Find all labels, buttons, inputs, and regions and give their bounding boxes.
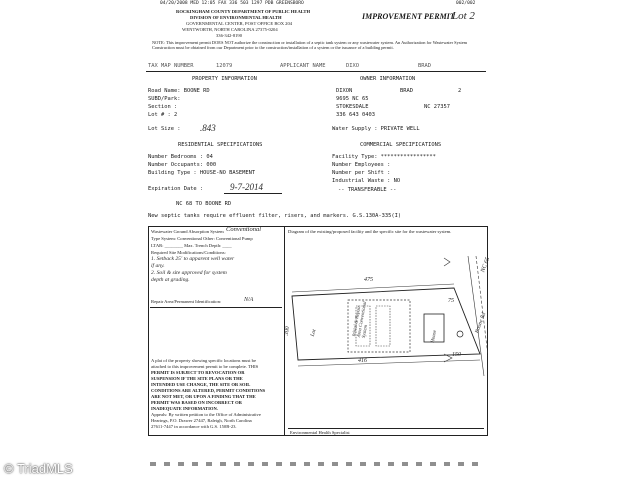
left-line-6: 2. Soil & site approved for system — [151, 270, 227, 276]
repair-area — [376, 306, 390, 346]
left-line-4: 1. Setback 25' to apparent well water — [151, 256, 235, 262]
bedrooms: Number Bedrooms : 04 — [148, 154, 213, 160]
system-area-label: Initial & Repair Area Conventional System — [352, 301, 370, 339]
expiration-label: Expiration Date : — [148, 186, 204, 192]
owner-city: STOKESDALE — [336, 104, 369, 110]
footer-line-6: CONDITIONS ARE ALTERED, PERMIT CONDITIONS — [151, 388, 266, 393]
boone-rd-label: Boone Rd — [474, 311, 488, 335]
watermark — [4, 461, 73, 476]
tax-map-label: TAX MAP NUMBER — [148, 63, 194, 69]
permit-title: IMPROVEMENT PERMIT — [362, 12, 455, 21]
lot-area-label: Lot — [309, 328, 318, 338]
footer-line-11: Hearings, P.O. Drawer 27447, Raleigh, North Carolina — [151, 418, 252, 423]
right-dimension-label: 75 — [448, 298, 454, 304]
commercial-heading: COMMERCIAL SPECIFICATIONS — [360, 142, 442, 148]
water-supply: Water Supply : PRIVATE WELL — [332, 126, 420, 132]
repair-area-value: N/A — [244, 297, 254, 303]
property-heading: PROPERTY INFORMATION — [192, 76, 257, 82]
copyright-icon: © — [4, 461, 17, 476]
footer-line-12: 27611-7447 in accordance with G.S. 150B-23. — [151, 424, 237, 429]
bottom-dimension-label: 416 — [358, 358, 367, 364]
road-nc65-label: NC 65 — [480, 256, 492, 274]
footer-line-7: ARE NOT MET, OR UPON A FINDING THAT THE — [151, 394, 256, 399]
system-label: Wastewater Ground Absorption System — [151, 229, 224, 234]
well-marker — [457, 331, 463, 337]
subdivision: SUBD/Park: — [148, 96, 181, 102]
footer-line-5: INTENDED USE CHANGE, THE SITE OR SOIL — [151, 382, 251, 387]
header-divider — [146, 71, 486, 72]
footer-line-1: A plat of the property showing specific locations must be — [151, 358, 256, 363]
fax-page-number: 002/002 — [456, 1, 476, 6]
facility-type: Facility Type: ***************** — [332, 154, 436, 160]
applicant-label: APPLICANT NAME — [280, 63, 326, 69]
owner-heading: OWNER INFORMATION — [360, 76, 416, 82]
road-name: Road Name: BOONE RD — [148, 88, 210, 94]
occupants: Number Occupants: 000 — [148, 162, 217, 168]
owner-code: 2 — [458, 88, 462, 94]
expiration-value: 9-7-2014 — [230, 182, 263, 192]
agency-line-2: DIVISION OF ENVIRONMENTAL HEALTH — [190, 15, 282, 20]
agency-line-5: 336-342-8190 — [216, 33, 243, 38]
permit-note: NOTE: This improvement permit DOES NOT authorize the construction or installation of a septic tank system or any wastewater system. An Authorization for Wastewater System Construction must be obtained from our Department prior to the construction/installation of a system or the issuance of a building permit. — [152, 40, 468, 51]
owner-first-name: BRAD — [400, 88, 413, 94]
lot-size-value: .843 — [200, 123, 216, 133]
top-dimension-label: 475 — [364, 277, 373, 283]
footer-line-8: PERMIT WAS BASED ON INCORRECT OR — [151, 400, 242, 405]
watermark-text: TriadMLS — [16, 461, 73, 476]
agency-line-1: ROCKINGHAM COUNTY DEPARTMENT OF PUBLIC HEALTH — [176, 9, 311, 14]
bottom-right-dimension-label: 150 — [452, 352, 461, 358]
footer-line-10: Appeals: By written petition to the Office of Administrative — [151, 412, 261, 417]
owner-phone: 336 643 0403 — [336, 112, 375, 118]
house-label: House — [430, 329, 438, 344]
fax-header: 04/20/2008 MED 12:05 FAX 336 503 1297 PDB GREENSBORO — [160, 1, 304, 6]
footer-line-4: SUSPENSION IF THE SITE PLANS OR THE — [151, 376, 243, 381]
lot-number: Lot # : 2 — [148, 112, 178, 118]
direction-arrow-icon — [444, 258, 450, 266]
owner-last-name: DIXON — [336, 88, 353, 94]
industrial-waste: Industrial Waste : NO — [332, 178, 401, 184]
signature-label: Environmental Health Specialist — [290, 430, 350, 435]
agency-line-3: GOVERNMENTAL CENTER, POST OFFICE BOX 204 — [186, 21, 293, 26]
building-type: Building Type : HOUSE-NO BASEMENT — [148, 170, 256, 176]
section: Section : — [148, 104, 178, 110]
expiration-underline — [224, 193, 282, 194]
top-dimension-line — [292, 284, 454, 292]
footer-line-3: PERMIT IS SUBJECT TO REVOCATION OR — [151, 370, 245, 375]
owner-state-zip: NC 27357 — [424, 104, 450, 110]
signature-line — [288, 428, 484, 429]
repair-underline — [150, 307, 282, 308]
left-line-5: if any. — [151, 263, 165, 269]
footer-line-2: attached to this improvement permit to be complete. THIS — [151, 364, 259, 369]
owner-address: 9695 NC 65 — [336, 96, 369, 102]
number-employees: Number Employees : — [332, 162, 391, 168]
applicant-value: DIXO — [346, 63, 359, 69]
lot-note-handwritten: Lot 2 — [452, 10, 475, 22]
transferable: -- TRANSFERABLE -- — [338, 187, 397, 193]
agency-line-4: WENTWORTH, NORTH CAROLINA 27375-0204 — [182, 27, 278, 32]
septic-requirement-note: New septic tanks require effluent filter, risers, and markers. G.S.130A-335(I) — [148, 213, 402, 219]
left-line-2: LTAR: ________ Max. Trench Depth: ____ — [151, 243, 232, 248]
left-line-1: Type System: Conventional Other: Conventional Pump — [151, 236, 253, 241]
tax-map-value: 12079 — [216, 63, 233, 69]
directions: NC 68 TO BOONE RD — [176, 201, 232, 207]
left-dimension-label: 300 — [283, 326, 292, 336]
residential-heading: RESIDENTIAL SPECIFICATIONS — [178, 142, 263, 148]
scan-edge-artifact — [150, 462, 486, 466]
diagram-caption: Diagram of the existing/proposed facility and the specific site for the wastewater system. — [288, 229, 452, 234]
left-line-3: Required Site Modifications/Conditions: — [151, 250, 226, 255]
bottom-dimension-line — [298, 360, 480, 366]
lot-size-label: Lot Size : — [148, 126, 181, 132]
repair-area-label: Repair Area/Permanent Identification: — [151, 299, 222, 304]
left-line-7: depth at grading. — [151, 277, 190, 283]
number-per-shift: Number per Shift : — [332, 170, 391, 176]
footer-line-9: INADEQUATE INFORMATION. — [151, 406, 218, 411]
applicant-first-name: BRAD — [418, 63, 431, 69]
system-value: Conventional — [226, 226, 262, 233]
